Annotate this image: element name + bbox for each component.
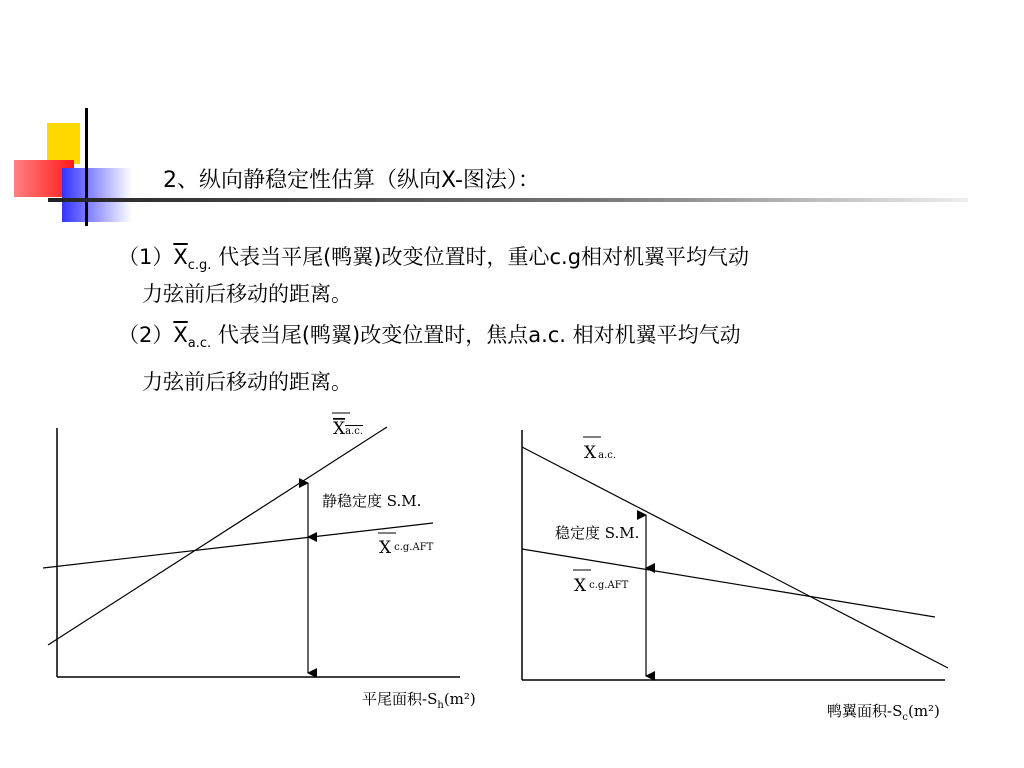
right-xcg-label: Xc.g.AFT	[574, 576, 629, 596]
item-2-subscript: a.c.	[187, 336, 212, 352]
item-2-symbol: $\overline{X}$	[173, 323, 188, 347]
left-xac-label: Xa.c.	[333, 419, 364, 439]
diagram-left	[40, 405, 500, 725]
item-1-continuation: 力弦前后移动的距离。	[142, 282, 352, 306]
right-sm-label: 稳定度 S.M.	[555, 524, 640, 542]
item-1-symbol: $\overline{X}$	[173, 245, 188, 269]
item-1	[118, 244, 749, 279]
logo-vertical-bar	[85, 108, 88, 226]
right-xac-line	[522, 447, 948, 668]
logo-yellow-square	[47, 123, 80, 164]
diagram-right	[505, 415, 975, 735]
right-x-axis-label: 鸭翼面积$-S_c(m^2)$	[827, 702, 940, 723]
left-xac-line	[48, 427, 387, 645]
left-xcg-label: Xc.g.AFT	[379, 538, 434, 558]
slide-title: 2、纵向静稳定性估算（纵向X-图法）：	[163, 168, 540, 193]
item-2-number: （2）	[118, 323, 174, 347]
logo-blue-square	[62, 168, 132, 222]
item-1-text: 代表当平尾(鸭翼)改变位置时，重心c.g相对机翼平均气动	[211, 245, 750, 269]
left-x-axis-label: 平尾面积$-S_h(m^2)$	[362, 690, 476, 711]
item-2-text: 代表当尾(鸭翼)改变位置时，焦点a.c. 相对机翼平均气动	[211, 323, 741, 347]
title-underline	[48, 198, 968, 202]
left-sm-label: 静稳定度 S.M.	[322, 492, 422, 510]
item-2	[118, 322, 741, 357]
item-2-continuation: 力弦前后移动的距离。	[142, 370, 352, 394]
right-xac-label: Xa.c.	[584, 443, 617, 463]
item-1-subscript: c.g.	[187, 258, 212, 274]
left-xcg-line	[43, 523, 433, 568]
item-1-number: （1）	[118, 245, 174, 269]
